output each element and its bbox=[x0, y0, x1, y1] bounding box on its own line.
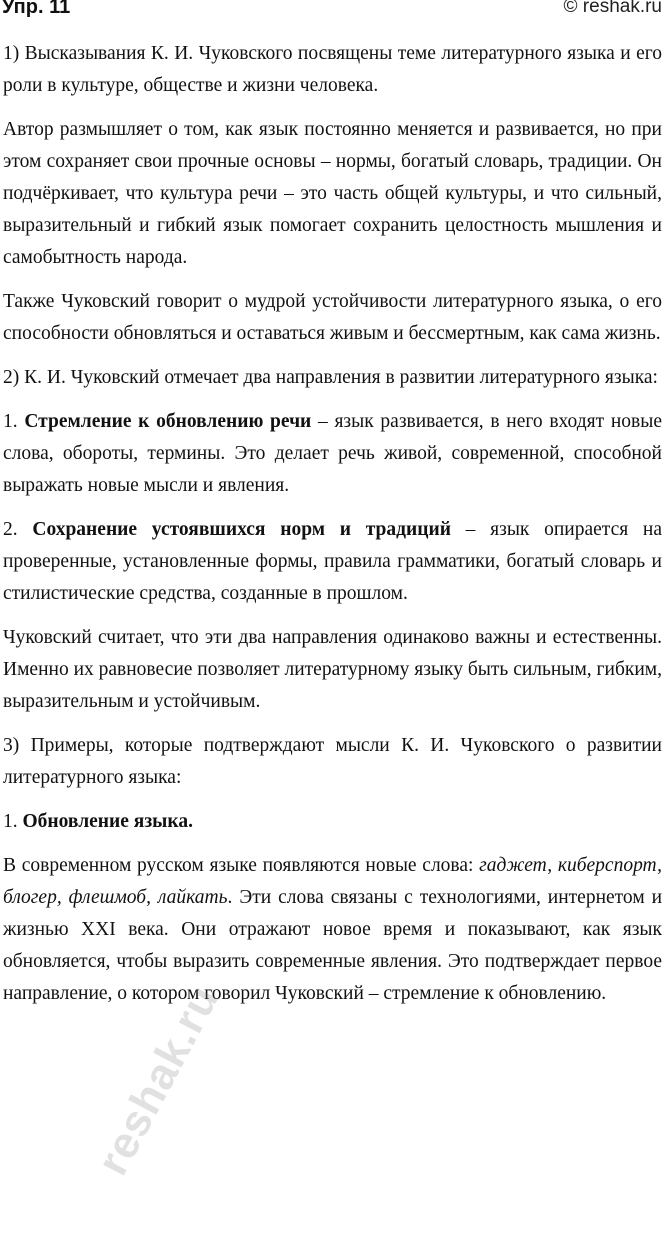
list-text: – язык опирается на проверенные, установленные формы, правила грамматики, богатый словарь и стилистические средства, созданные в прошлом. bbox=[3, 519, 663, 604]
example-word: лайкать bbox=[157, 887, 228, 908]
example-word: блогер, bbox=[3, 887, 62, 908]
list-text: – язык развивается, в него входят новые слова, обороты, термины. Это делает речь живой, современной, способной выражать новые мысли и явления. bbox=[3, 411, 663, 496]
paragraph-rest: . Эти слова связаны с технологиями, интернетом и жизнью XXI века. Они отражают новое время и показывают, как язык обновляется, чтобы выразить современные явления. Это подтверждает первое направление, о котором говорил Чуковский – стремление к обновлению. bbox=[3, 887, 663, 1004]
paragraph: 3) Примеры, которые подтверждают мысли К. И. Чуковского о развитии литературного языка: bbox=[3, 735, 662, 788]
exercise-title: Упр. 11 bbox=[2, 0, 71, 18]
example-word: флешмоб, bbox=[68, 887, 151, 908]
paragraph: Также Чуковский говорит о мудрой устойчивости литературного языка, о его способности обновляться и оставаться живым и бессмертным, как сама жизнь. bbox=[3, 291, 662, 344]
list-number: 2. bbox=[3, 519, 33, 540]
page-header bbox=[0, 0, 666, 24]
paragraph: 2) К. И. Чуковский отмечает два направления в развитии литературного языка: bbox=[3, 367, 658, 388]
list-number: 1. bbox=[3, 811, 23, 832]
paragraph-start: В современном русском языке появляются новые слова: bbox=[3, 855, 480, 876]
list-item bbox=[3, 806, 662, 838]
list-heading: Обновление языка. bbox=[22, 811, 193, 832]
example-word: гаджет, bbox=[479, 855, 553, 876]
paragraph: Чуковский считает, что эти два направления одинаково важны и естественны. Именно их равновесие позволяет литературному языку быть сильным, гибким, выразительным и устойчивым. bbox=[3, 627, 663, 712]
example-word: киберспорт, bbox=[557, 855, 663, 876]
site-credit: © reshak.ru bbox=[563, 0, 662, 17]
list-heading: Стремление к обновлению речи bbox=[24, 411, 312, 432]
list-item bbox=[3, 514, 662, 610]
watermark: reshak.ru bbox=[88, 977, 229, 1184]
list-heading: Сохранение устоявшихся норм и традиций bbox=[32, 519, 451, 540]
paragraph bbox=[3, 850, 662, 1010]
answer-text bbox=[3, 38, 662, 1022]
list-item bbox=[3, 406, 662, 502]
list-number: 1. bbox=[3, 411, 25, 432]
paragraph: Автор размышляет о том, как язык постоянно меняется и развивается, но при этом сохраняет свои прочные основы – нормы, богатый словарь, традиции. Он подчёркивает, что культура речи – это часть общей культуры, и что сильный, выразительный и гибкий язык помогает сохранить целостность мышления и самобытность народа. bbox=[3, 119, 662, 268]
paragraph: 1) Высказывания К. И. Чуковского посвящены теме литературного языка и его роли в культуре, обществе и жизни человека. bbox=[3, 43, 662, 96]
